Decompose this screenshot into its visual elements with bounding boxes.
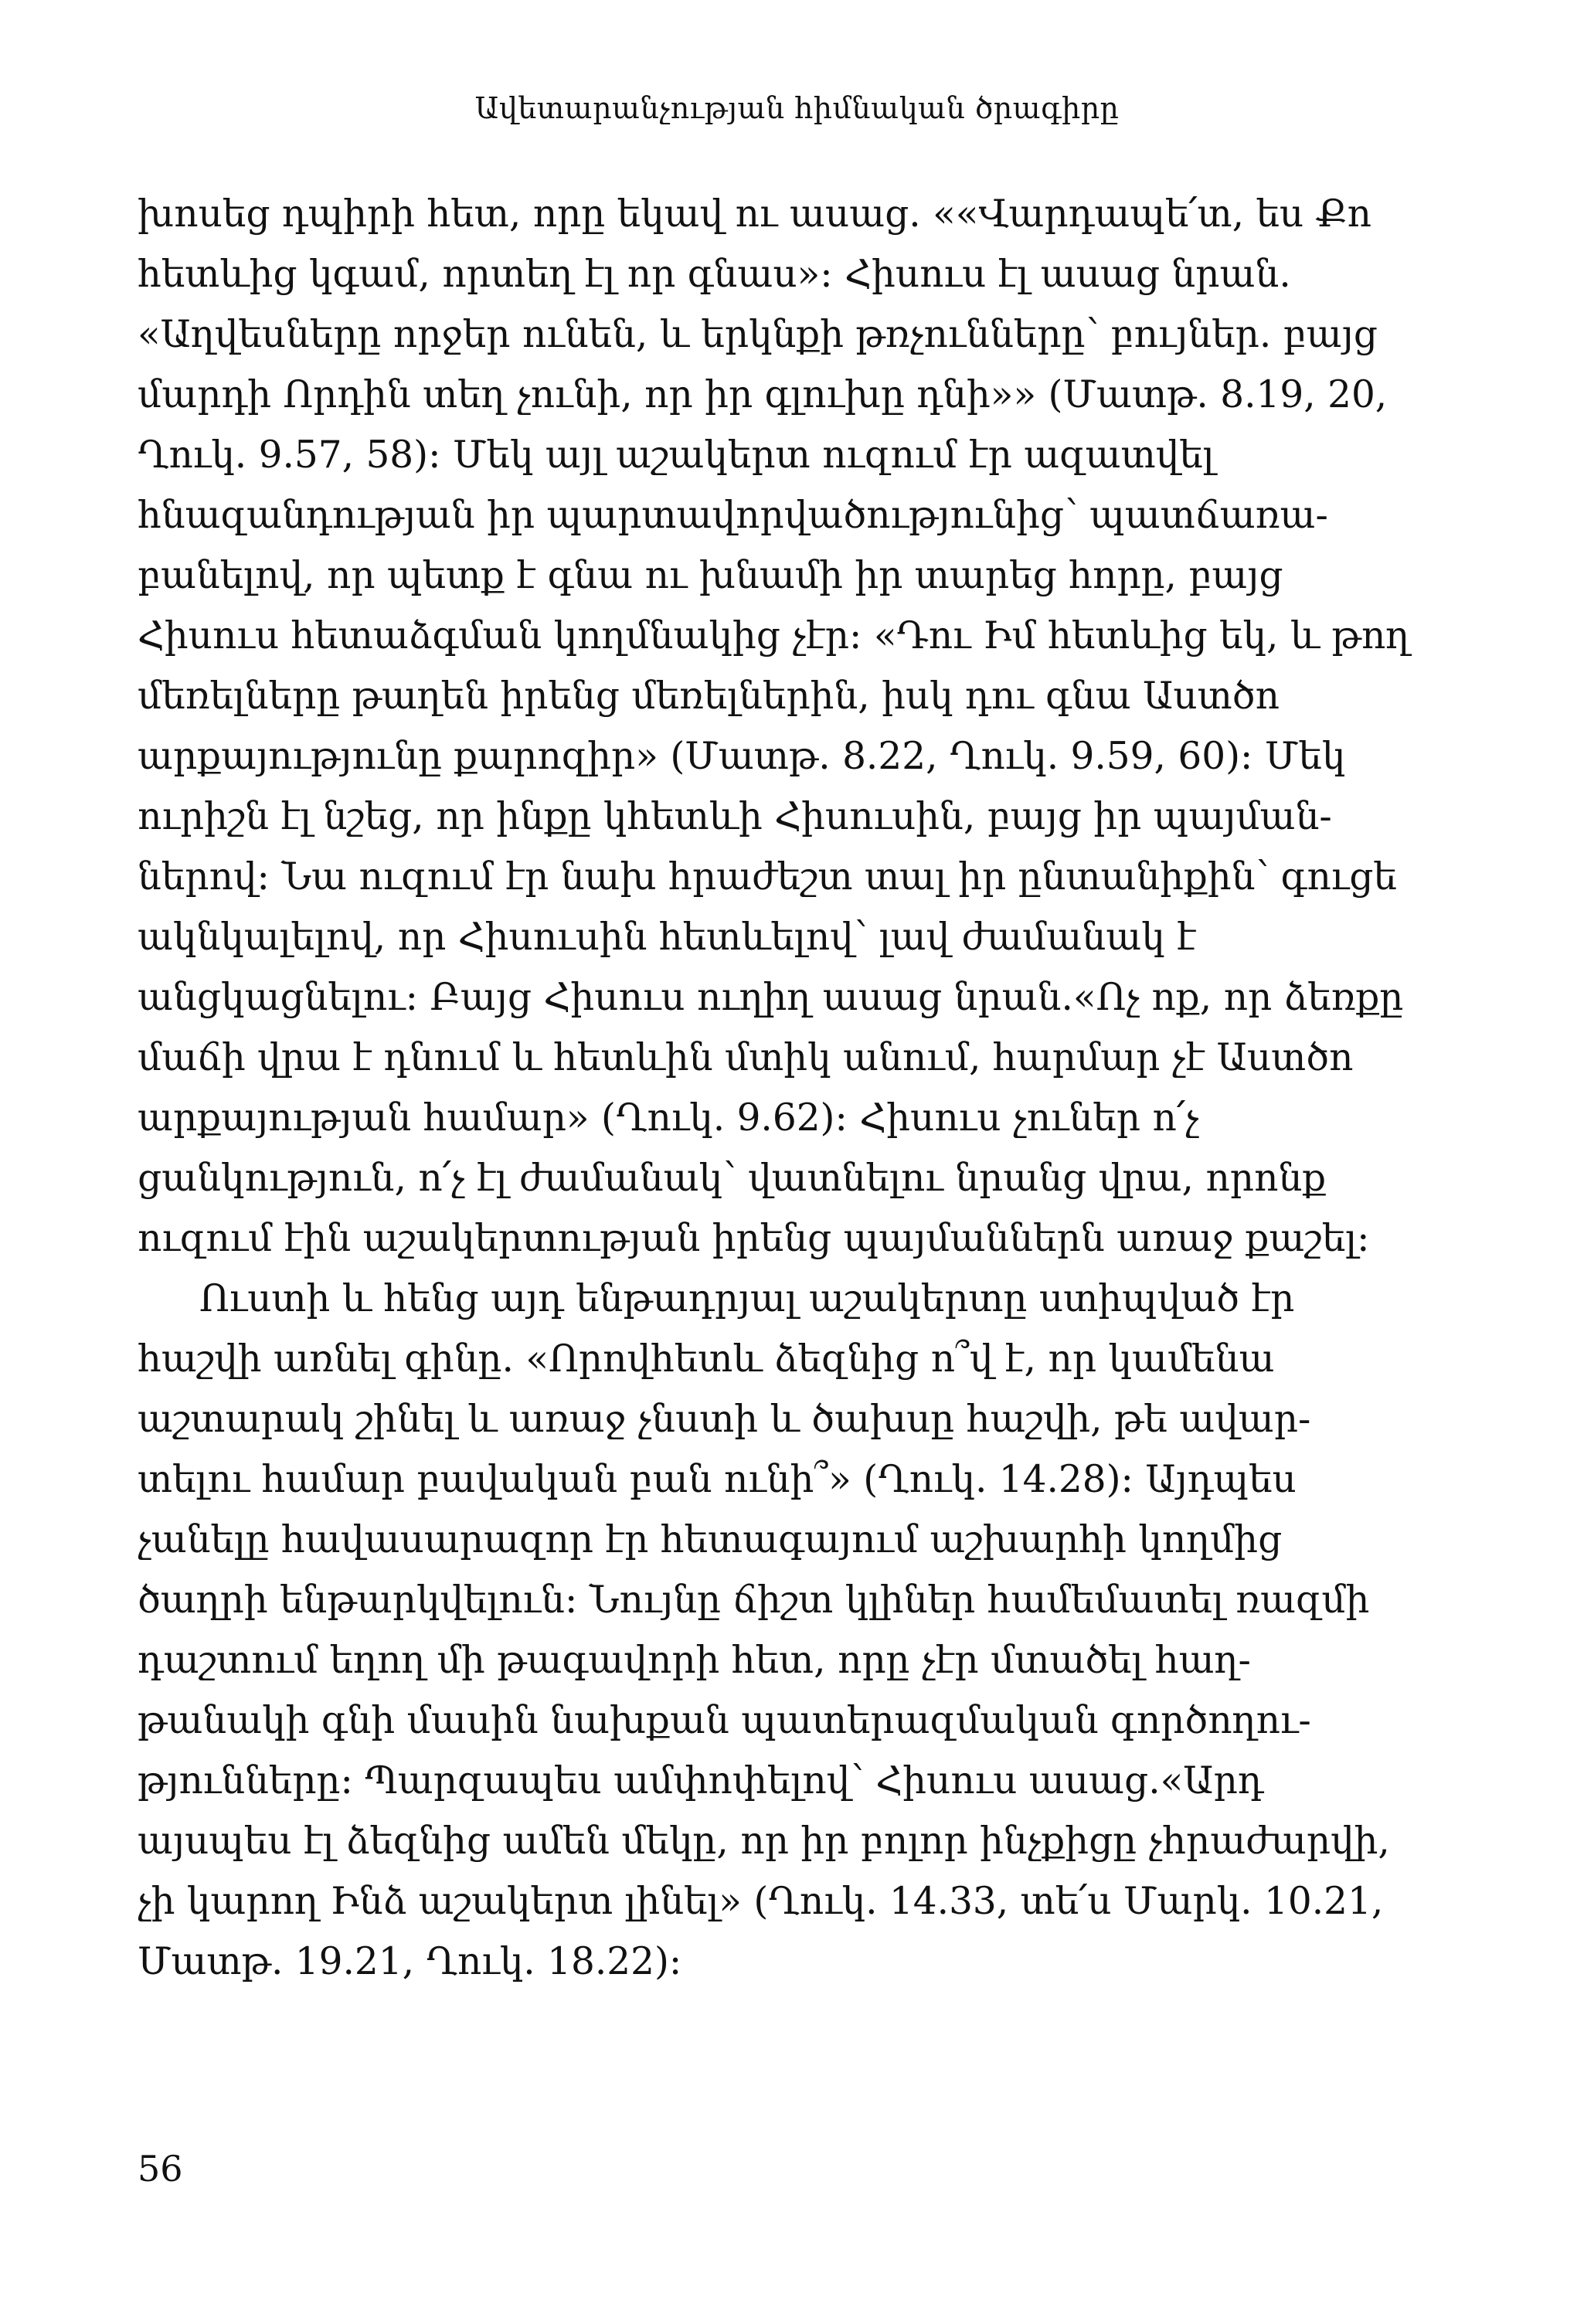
text-line: դաշտում եղող մի թագավորի հետ, որը չէր մտածել հաղ- xyxy=(138,1639,1251,1682)
text-line: Հիսուս հետաձգման կողմնակից չէր։ «Դու Իմ հետևից եկ, և թող xyxy=(138,614,1410,657)
text-line: անցկացնելու։ Բայց Հիսուս ուղիղ ասաց նրան.«Ոչ ոք, որ ձեռքը xyxy=(138,976,1404,1019)
text-line: արքայության համար» (Ղուկ. 9.62)։ Հիսուս չուներ ո՛չ xyxy=(138,1096,1199,1140)
text-line: մարդի Որդին տեղ չունի, որ իր գլուխը դնի»» (Մատթ. 8.19, 20, xyxy=(138,373,1388,416)
page-number: 56 xyxy=(138,2148,183,2190)
text-line: Մատթ. 19.21, Ղուկ. 18.22)։ xyxy=(138,1940,682,1983)
text-line: «Աղվեսները որջեր ունեն, և երկնքի թռչունները՝ բույներ. բայց xyxy=(138,313,1378,356)
running-header: Ավետարանչության հիմնական ծրագիրը xyxy=(474,91,1120,125)
text-line: ցանկություն, ո՛չ էլ ժամանակ՝ վատնելու նրանց վրա, որոնք xyxy=(138,1157,1327,1200)
text-line: Ղուկ. 9.57, 58)։ Մեկ այլ աշակերտ ուզում էր ազատվել xyxy=(138,433,1215,477)
text-line: հաշվի առնել գինը. «Որովհետև ձեզնից ո՞վ է, որ կամենա xyxy=(138,1337,1275,1381)
text-line: տելու համար բավական բան ունի՞» (Ղուկ. 14.28)։ Այդպես xyxy=(138,1458,1297,1501)
text-line: այսպես էլ ձեզնից ամեն մեկը, որ իր բոլոր ինչքիցը չհրաժարվի, xyxy=(138,1819,1390,1863)
text-line: ներով։ Նա ուզում էր նախ հրաժեշտ տալ իր ընտանիքին՝ գուցե xyxy=(138,855,1397,899)
text-line: չի կարող Ինձ աշակերտ լինել» (Ղուկ. 14.33, տե՛ս Մարկ. 10.21, xyxy=(138,1880,1384,1923)
text-line: արքայությունը քարոզիր» (Մատթ. 8.22, Ղուկ. 9.59, 60)։ Մեկ xyxy=(138,735,1346,778)
text-line: հետևից կգամ, որտեղ էլ որ գնաս»։ Հիսուս էլ ասաց նրան. xyxy=(138,253,1291,296)
text-line: խոսեց դպիրի հետ, որը եկավ ու ասաց. ««Վարդապե՛տ, ես Քո xyxy=(138,192,1371,236)
text-line: ուրիշն էլ նշեց, որ ինքը կհետևի Հիսուսին, բայց իր պայման- xyxy=(138,795,1332,838)
text-line: թյունները։ Պարզապես ամփոփելով՝ Հիսուս ասաց.«Արդ xyxy=(138,1759,1264,1802)
text-line: ակնկալելով, որ Հիսուսին հետևելով՝ լավ ժամանակ է xyxy=(138,916,1196,959)
text-line: մաճի վրա է դնում և հետևին մտիկ անում, հարմար չէ Աստծո xyxy=(138,1036,1354,1079)
text-line: բանելով, որ պետք է գնա ու խնամի իր տարեց հորը, բայց xyxy=(138,554,1283,597)
text-line: թանակի գնի մասին նախքան պատերազմական գործողու- xyxy=(138,1699,1311,1742)
text-line: մեռելները թաղեն իրենց մեռելներին, իսկ դու գնա Աստծո xyxy=(138,674,1280,718)
text-line: չանելը հավասարազոր էր հետագայում աշխարհի կողմից xyxy=(138,1518,1283,1561)
body-text xyxy=(138,184,1451,1992)
text-line: հնազանդության իր պարտավորվածությունից՝ պատճառա- xyxy=(138,494,1328,537)
text-line: աշտարակ շինել և առաջ չնստի և ծախսը հաշվի, թե ավար- xyxy=(138,1398,1311,1441)
text-line: ծաղրի ենթարկվելուն։ Նույնը ճիշտ կլիներ համեմատել ռազմի xyxy=(138,1578,1370,1622)
text-line: ուզում էին աշակերտության իրենց պայմաններն առաջ քաշել։ xyxy=(138,1217,1370,1260)
text-line: Ուստի և հենց այդ ենթադրյալ աշակերտը ստիպված էր xyxy=(199,1277,1295,1320)
